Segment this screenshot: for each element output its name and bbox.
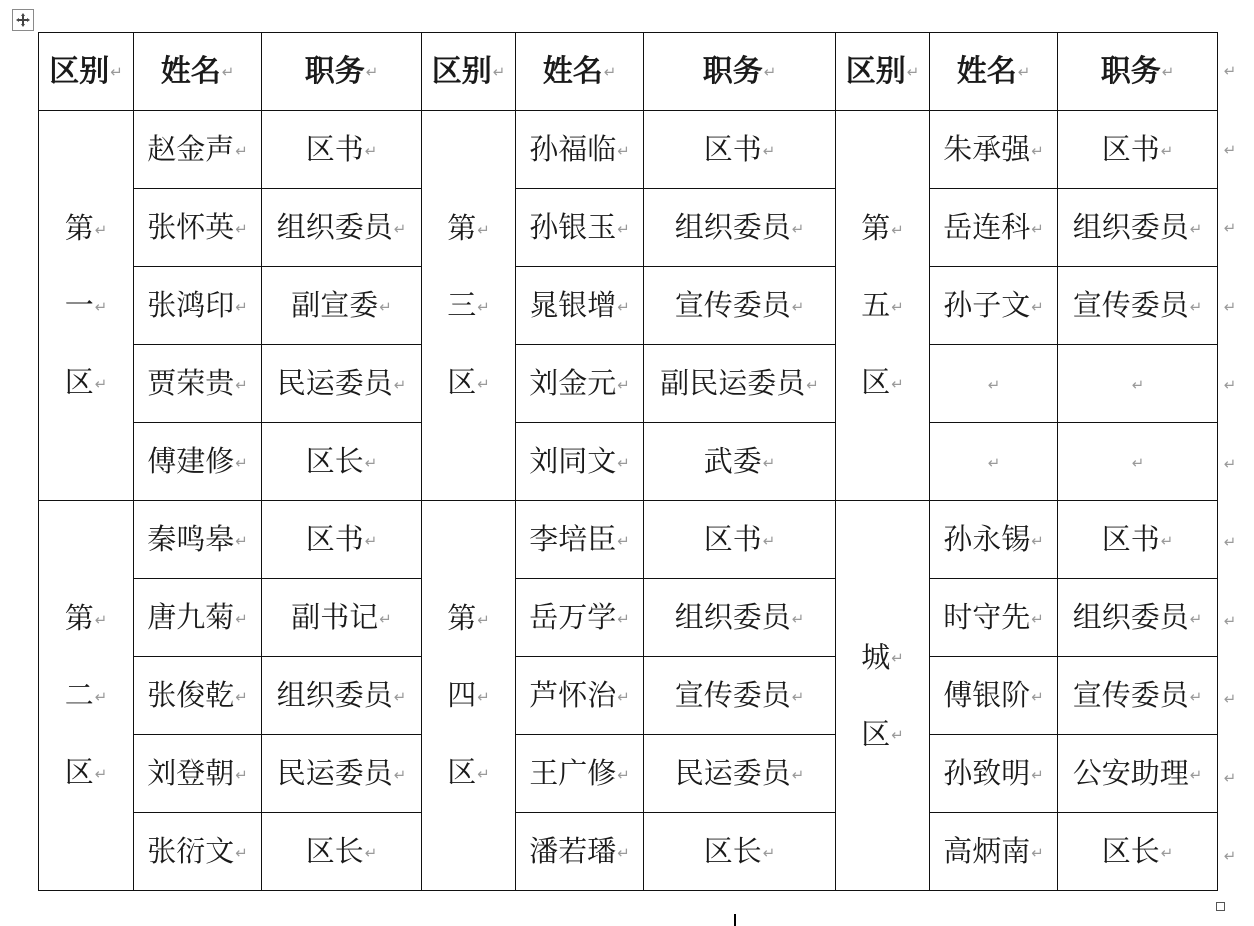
name-cell[interactable] — [930, 111, 1058, 189]
paragraph-mark-icon: ↵ — [891, 297, 904, 316]
paragraph-mark-icon: ↵ — [477, 764, 490, 783]
name-cell[interactable] — [516, 345, 644, 423]
person-duty: 组织委员 — [1072, 210, 1189, 244]
paragraph-mark-icon: ↵ — [806, 375, 819, 394]
row-end-marks — [1220, 32, 1240, 896]
header-name-cell[interactable] — [516, 33, 644, 111]
paragraph-mark-icon: ↵ — [492, 62, 506, 81]
paragraph-mark-icon: ↵ — [235, 531, 248, 550]
paragraph-mark-icon: ↵ — [1031, 609, 1044, 628]
paragraph-mark-icon: ↵ — [1189, 609, 1203, 628]
header-district-label: 区别 — [49, 53, 110, 89]
person-name: 刘登朝 — [147, 756, 235, 790]
table-row — [39, 501, 1218, 579]
header-row — [39, 33, 1218, 111]
name-cell[interactable] — [134, 111, 262, 189]
paragraph-mark-icon: ↵ — [791, 219, 805, 238]
header-name-cell[interactable] — [134, 33, 262, 111]
paragraph-mark-icon: ↵ — [1031, 843, 1044, 862]
district-char-text: 区 — [447, 755, 477, 789]
duty-cell[interactable] — [644, 657, 836, 735]
name-cell[interactable] — [134, 345, 262, 423]
header-name-label: 姓名 — [160, 53, 221, 89]
district-cell[interactable] — [39, 501, 134, 891]
paragraph-mark-icon: ↵ — [1031, 297, 1044, 316]
duty-cell[interactable] — [1058, 735, 1218, 813]
person-name: 潘若璠 — [529, 834, 617, 868]
paragraph-mark-icon: ↵ — [762, 453, 776, 472]
duty-cell[interactable] — [1058, 111, 1218, 189]
paragraph-mark-icon: ↵ — [1189, 219, 1203, 238]
district-char — [64, 755, 108, 789]
name-cell[interactable] — [516, 813, 644, 891]
person-name: 岳连科 — [943, 210, 1031, 244]
person-duty: 宣传委员 — [674, 678, 791, 712]
table-row — [39, 189, 1218, 267]
text-cursor — [734, 914, 736, 926]
paragraph-mark-icon: ↵ — [791, 609, 805, 628]
paragraph-mark-icon: ↵ — [364, 843, 378, 862]
paragraph-mark-icon: ↵ — [617, 843, 630, 862]
paragraph-mark-icon: ↵ — [617, 375, 630, 394]
header-district-label: 区别 — [845, 53, 906, 89]
person-name: 岳万学 — [529, 600, 617, 634]
district-char — [861, 716, 904, 751]
person-name: 傅建修 — [147, 444, 235, 478]
duty-cell[interactable] — [644, 267, 836, 345]
duty-cell[interactable] — [262, 579, 422, 657]
district-char — [447, 211, 490, 245]
person-name: 张鸿印 — [147, 288, 235, 322]
paragraph-mark-icon: ↵ — [393, 765, 407, 784]
name-cell[interactable] — [134, 423, 262, 501]
person-duty: 区书 — [305, 132, 364, 166]
paragraph-mark-icon: ↵ — [477, 220, 490, 239]
duty-cell[interactable] — [1058, 189, 1218, 267]
paragraph-mark-icon: ↵ — [94, 220, 108, 239]
paragraph-mark-icon: ↵ — [1131, 453, 1145, 472]
person-duty: 副民运委员 — [660, 366, 806, 400]
district-char — [861, 288, 904, 322]
duty-cell[interactable] — [262, 111, 422, 189]
name-cell[interactable] — [930, 735, 1058, 813]
name-cell[interactable] — [134, 657, 262, 735]
name-cell[interactable] — [930, 501, 1058, 579]
paragraph-mark-icon: ↵ — [1189, 765, 1203, 784]
person-name: 赵金声 — [147, 132, 235, 166]
header-duty-label: 职务 — [702, 53, 763, 89]
row-end-mark-icon: ↵ — [1223, 376, 1237, 395]
person-name: 秦鸣皋 — [147, 522, 235, 556]
paragraph-mark-icon: ↵ — [364, 453, 378, 472]
district-char-text: 区 — [447, 365, 477, 399]
table-row — [39, 735, 1218, 813]
paragraph-mark-icon: ↵ — [1160, 141, 1174, 160]
person-name: 唐九菊 — [147, 600, 235, 634]
header-duty-cell[interactable] — [644, 33, 836, 111]
header-duty-label: 职务 — [1100, 53, 1161, 89]
person-duty: 区书 — [703, 132, 762, 166]
name-cell[interactable] — [930, 813, 1058, 891]
name-cell[interactable] — [516, 189, 644, 267]
person-name: 张衍文 — [147, 834, 235, 868]
person-duty: 组织委员 — [1072, 600, 1189, 634]
row-end-mark-icon: ↵ — [1223, 219, 1237, 238]
person-name: 时守先 — [943, 600, 1031, 634]
name-cell[interactable] — [930, 423, 1058, 501]
name-cell[interactable] — [134, 189, 262, 267]
paragraph-mark-icon: ↵ — [763, 62, 777, 81]
row-end-mark-icon: ↵ — [1223, 140, 1237, 159]
paragraph-mark-icon: ↵ — [235, 141, 248, 160]
duty-cell[interactable] — [644, 501, 836, 579]
paragraph-mark-icon: ↵ — [762, 531, 776, 550]
name-cell[interactable] — [516, 267, 644, 345]
district-char-text: 第 — [447, 601, 477, 635]
duty-cell[interactable] — [1058, 579, 1218, 657]
paragraph-mark-icon: ↵ — [379, 609, 392, 628]
person-duty: 组织委员 — [674, 210, 791, 244]
row-end-mark-icon: ↵ — [1223, 454, 1237, 473]
name-cell[interactable] — [516, 657, 644, 735]
paragraph-mark-icon: ↵ — [987, 375, 1001, 394]
paragraph-mark-icon: ↵ — [791, 297, 805, 316]
person-duty: 区长 — [703, 834, 762, 868]
header-district-label: 区别 — [431, 53, 492, 89]
header-duty-cell[interactable] — [1058, 33, 1218, 111]
person-duty: 区书 — [1101, 132, 1160, 166]
person-duty: 民运委员 — [276, 756, 393, 790]
paragraph-mark-icon: ↵ — [94, 374, 108, 393]
person-name: 高炳南 — [943, 834, 1031, 868]
person-duty: 宣传委员 — [1072, 288, 1189, 322]
paragraph-mark-icon: ↵ — [393, 219, 407, 238]
paragraph-mark-icon: ↵ — [235, 219, 248, 238]
paragraph-mark-icon: ↵ — [617, 687, 630, 706]
duty-cell[interactable] — [1058, 267, 1218, 345]
person-duty: 区书 — [1101, 522, 1160, 556]
district-char — [64, 211, 108, 245]
district-cell[interactable] — [422, 501, 516, 891]
header-district-cell[interactable] — [422, 33, 516, 111]
person-name: 孙永锡 — [943, 522, 1031, 556]
person-name: 张怀英 — [147, 210, 235, 244]
paragraph-mark-icon: ↵ — [791, 687, 805, 706]
row-end-mark-icon: ↵ — [1223, 768, 1237, 787]
paragraph-mark-icon: ↵ — [891, 649, 904, 667]
paragraph-mark-icon: ↵ — [477, 374, 490, 393]
paragraph-mark-icon: ↵ — [617, 219, 630, 238]
district-cell[interactable] — [422, 111, 516, 501]
paragraph-mark-icon: ↵ — [906, 62, 920, 81]
paragraph-mark-icon: ↵ — [94, 610, 108, 629]
district-char-text: 二 — [64, 678, 94, 712]
row-end-mark-icon: ↵ — [1223, 847, 1237, 866]
district-char — [447, 755, 490, 789]
person-name: 刘金元 — [529, 366, 617, 400]
header-district-cell[interactable] — [39, 33, 134, 111]
paragraph-mark-icon: ↵ — [617, 297, 630, 316]
header-district-cell[interactable] — [836, 33, 930, 111]
paragraph-mark-icon: ↵ — [364, 141, 378, 160]
paragraph-mark-icon: ↵ — [1031, 765, 1044, 784]
duty-cell[interactable] — [1058, 813, 1218, 891]
district-char-text: 第 — [447, 211, 477, 245]
district-char — [64, 601, 108, 635]
row-end-mark-icon: ↵ — [1223, 533, 1237, 552]
duty-cell[interactable] — [262, 657, 422, 735]
duty-cell[interactable] — [1058, 501, 1218, 579]
table-row — [39, 813, 1218, 891]
duty-cell[interactable] — [1058, 423, 1218, 501]
table-body — [39, 111, 1218, 891]
paragraph-mark-icon: ↵ — [603, 62, 617, 81]
row-end-mark-icon: ↵ — [1223, 690, 1237, 709]
district-cell[interactable] — [836, 111, 930, 501]
person-name: 芦怀治 — [529, 678, 617, 712]
district-char — [64, 288, 108, 322]
paragraph-mark-icon: ↵ — [1189, 297, 1203, 316]
paragraph-mark-icon: ↵ — [791, 765, 805, 784]
person-name: 朱承强 — [943, 132, 1031, 166]
district-char — [447, 678, 490, 712]
paragraph-mark-icon: ↵ — [235, 453, 248, 472]
district-char-text: 四 — [447, 678, 477, 712]
person-name: 孙致明 — [943, 756, 1031, 790]
paragraph-mark-icon: ↵ — [617, 531, 630, 550]
person-name: 孙子文 — [943, 288, 1031, 322]
district-cell[interactable] — [39, 111, 134, 501]
district-char-text: 区 — [64, 755, 94, 789]
name-cell[interactable] — [134, 813, 262, 891]
district-char-text: 五 — [861, 288, 891, 322]
table-row — [39, 345, 1218, 423]
duty-cell[interactable] — [644, 423, 836, 501]
name-cell[interactable] — [134, 735, 262, 813]
name-cell[interactable] — [930, 579, 1058, 657]
name-cell[interactable] — [930, 657, 1058, 735]
paragraph-mark-icon: ↵ — [393, 687, 407, 706]
name-cell[interactable] — [930, 267, 1058, 345]
district-char-text: 第 — [64, 211, 94, 245]
duty-cell[interactable] — [262, 267, 422, 345]
person-duty: 组织委员 — [276, 210, 393, 244]
paragraph-mark-icon: ↵ — [393, 375, 407, 394]
person-duty: 宣传委员 — [674, 288, 791, 322]
paragraph-mark-icon: ↵ — [477, 687, 490, 706]
paragraph-mark-icon: ↵ — [477, 297, 490, 316]
district-char — [447, 601, 490, 635]
district-char-text: 城 — [861, 639, 891, 674]
name-cell[interactable] — [516, 735, 644, 813]
paragraph-mark-icon: ↵ — [235, 609, 248, 628]
district-char — [64, 678, 108, 712]
duty-cell[interactable] — [262, 423, 422, 501]
name-cell[interactable] — [516, 501, 644, 579]
district-roster-table — [38, 32, 1218, 891]
table-row — [39, 267, 1218, 345]
paragraph-mark-icon: ↵ — [235, 375, 248, 394]
district-char — [861, 639, 904, 674]
paragraph-mark-icon: ↵ — [379, 297, 392, 316]
table-row — [39, 423, 1218, 501]
person-duty: 宣传委员 — [1072, 678, 1189, 712]
district-char — [861, 211, 904, 245]
paragraph-mark-icon: ↵ — [365, 62, 379, 81]
header-name-cell[interactable] — [930, 33, 1058, 111]
paragraph-mark-icon: ↵ — [1031, 141, 1044, 160]
person-name: 贾荣贵 — [147, 366, 235, 400]
district-char — [861, 365, 904, 399]
district-char-text: 第 — [861, 211, 891, 245]
person-duty: 组织委员 — [674, 600, 791, 634]
duty-cell[interactable] — [262, 501, 422, 579]
paragraph-mark-icon: ↵ — [94, 297, 108, 316]
header-name-label: 姓名 — [956, 53, 1017, 89]
duty-cell[interactable] — [1058, 657, 1218, 735]
header-name-label: 姓名 — [542, 53, 603, 89]
duty-cell[interactable] — [262, 189, 422, 267]
name-cell[interactable] — [134, 579, 262, 657]
header-duty-cell[interactable] — [262, 33, 422, 111]
duty-cell[interactable] — [644, 111, 836, 189]
paragraph-mark-icon: ↵ — [235, 843, 248, 862]
row-end-mark-icon: ↵ — [1223, 297, 1237, 316]
person-duty: 区长 — [1101, 834, 1160, 868]
duty-cell[interactable] — [262, 735, 422, 813]
person-name: 孙银玉 — [529, 210, 617, 244]
paragraph-mark-icon: ↵ — [987, 453, 1001, 472]
paragraph-mark-icon: ↵ — [891, 374, 904, 393]
person-duty: 武委 — [703, 444, 762, 478]
district-cell[interactable] — [836, 501, 930, 891]
district-char-text: 三 — [447, 288, 477, 322]
paragraph-mark-icon: ↵ — [617, 453, 630, 472]
name-cell[interactable] — [134, 267, 262, 345]
paragraph-mark-icon: ↵ — [110, 62, 123, 81]
district-char — [447, 365, 490, 399]
paragraph-mark-icon: ↵ — [477, 610, 490, 629]
person-duty: 组织委员 — [276, 678, 393, 712]
person-duty: 区长 — [305, 834, 364, 868]
name-cell[interactable] — [516, 111, 644, 189]
table-row — [39, 579, 1218, 657]
paragraph-mark-icon: ↵ — [94, 764, 108, 783]
person-duty: 副宣委 — [291, 288, 379, 322]
row-end-mark-icon: ↵ — [1223, 62, 1237, 81]
paragraph-mark-icon: ↵ — [762, 843, 776, 862]
header-duty-label: 职务 — [304, 53, 365, 89]
duty-cell[interactable] — [644, 735, 836, 813]
paragraph-mark-icon: ↵ — [1160, 843, 1174, 862]
paragraph-mark-icon: ↵ — [235, 765, 248, 784]
name-cell[interactable] — [516, 423, 644, 501]
row-end-mark-icon: ↵ — [1223, 611, 1237, 630]
paragraph-mark-icon: ↵ — [94, 687, 108, 706]
duty-cell[interactable] — [262, 345, 422, 423]
person-name: 孙福临 — [529, 132, 617, 166]
table-row — [39, 111, 1218, 189]
person-duty: 民运委员 — [276, 366, 393, 400]
paragraph-mark-icon: ↵ — [1017, 62, 1031, 81]
paragraph-mark-icon: ↵ — [235, 687, 248, 706]
person-name: 王广修 — [529, 756, 617, 790]
person-name: 刘同文 — [529, 444, 617, 478]
paragraph-mark-icon: ↵ — [762, 141, 776, 160]
district-char-text: 区 — [861, 365, 891, 399]
district-char-text: 一 — [64, 288, 94, 322]
paragraph-mark-icon: ↵ — [1131, 375, 1145, 394]
paragraph-mark-icon: ↵ — [617, 141, 630, 160]
paragraph-mark-icon: ↵ — [1160, 531, 1174, 550]
paragraph-mark-icon: ↵ — [1031, 219, 1044, 238]
name-cell[interactable] — [134, 501, 262, 579]
person-duty: 副书记 — [291, 600, 379, 634]
paragraph-mark-icon: ↵ — [891, 726, 904, 744]
duty-cell[interactable] — [1058, 345, 1218, 423]
paragraph-mark-icon: ↵ — [617, 765, 630, 784]
paragraph-mark-icon: ↵ — [1031, 687, 1044, 706]
table-move-handle-icon[interactable] — [12, 9, 34, 31]
duty-cell[interactable] — [262, 813, 422, 891]
person-name: 李培臣 — [529, 522, 617, 556]
person-duty: 区书 — [703, 522, 762, 556]
duty-cell[interactable] — [644, 579, 836, 657]
district-char — [64, 365, 108, 399]
duty-cell[interactable] — [644, 813, 836, 891]
paragraph-mark-icon: ↵ — [221, 62, 235, 81]
table-resize-handle[interactable] — [1216, 902, 1225, 911]
district-char-text: 区 — [861, 716, 891, 751]
person-duty: 民运委员 — [674, 756, 791, 790]
paragraph-mark-icon: ↵ — [617, 609, 630, 628]
person-duty: 公安助理 — [1072, 756, 1189, 790]
table-row — [39, 657, 1218, 735]
person-name: 张俊乾 — [147, 678, 235, 712]
duty-cell[interactable] — [644, 345, 836, 423]
person-name: 傅银阶 — [943, 678, 1031, 712]
duty-cell[interactable] — [644, 189, 836, 267]
person-name: 晁银增 — [529, 288, 617, 322]
name-cell[interactable] — [930, 345, 1058, 423]
person-duty: 区书 — [305, 522, 364, 556]
paragraph-mark-icon: ↵ — [1031, 531, 1044, 550]
person-duty: 区长 — [305, 444, 364, 478]
paragraph-mark-icon: ↵ — [1161, 62, 1175, 81]
paragraph-mark-icon: ↵ — [1189, 687, 1203, 706]
paragraph-mark-icon: ↵ — [891, 220, 904, 239]
name-cell[interactable] — [930, 189, 1058, 267]
paragraph-mark-icon: ↵ — [364, 531, 378, 550]
district-char-text: 第 — [64, 601, 94, 635]
district-char-text: 区 — [64, 365, 94, 399]
name-cell[interactable] — [516, 579, 644, 657]
paragraph-mark-icon: ↵ — [235, 297, 248, 316]
district-char — [447, 288, 490, 322]
